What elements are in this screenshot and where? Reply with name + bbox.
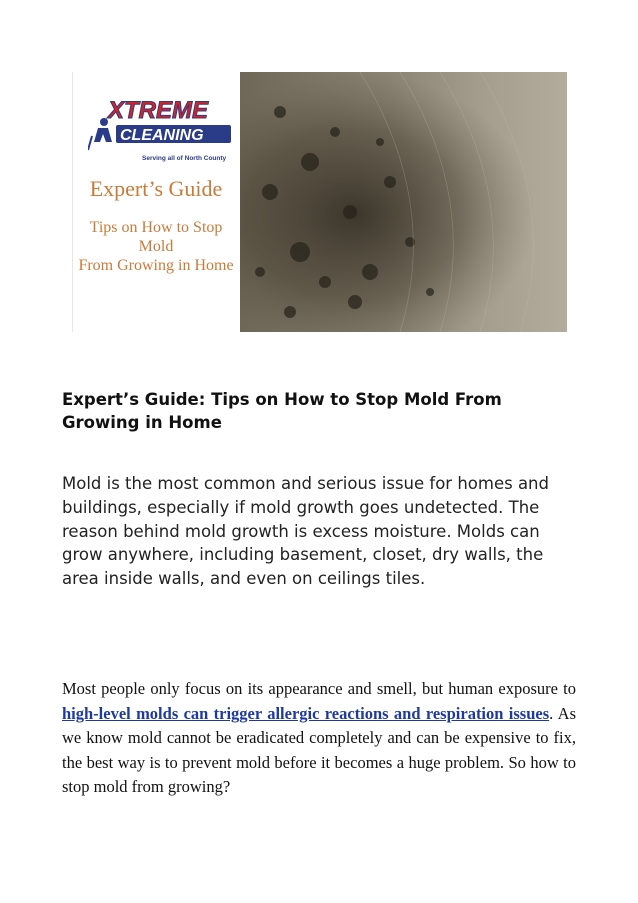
guide-subtitle (72, 218, 240, 275)
body-text-after-link: . As we know mold cannot be eradicated completely and can be expensive to fix, the best way is to prevent mold before it becomes a huge problem. So how to stop mold from growing? (62, 703, 576, 796)
logo-brand-bottom: CLEANING (120, 127, 204, 144)
body-paragraph (62, 677, 576, 800)
body-text-before-link: Most people only focus on its appearance and smell, but human exposure to (62, 679, 576, 698)
banner-text-panel (72, 72, 240, 332)
intro-paragraph: Mold is the most common and serious issue for homes and buildings, especially if mold growth goes undetected. The reason behind mold growth is excess moisture. Molds can grow anywhere, including basement, closet, dry walls, the area inside walls, and even on ceilings tiles. (62, 474, 549, 589)
guide-subtitle-line1: Tips on How to Stop Mold (89, 219, 223, 255)
banner-divider (72, 72, 73, 332)
guide-title: Expert’s Guide (89, 176, 223, 201)
mold-wall-photo (240, 72, 567, 332)
logo-tagline: Serving all of North County (142, 155, 227, 162)
article-title: Expert’s Guide: Tips on How to Stop Mold From Growing in Home (62, 390, 502, 432)
logo-brand-top: XTREME (108, 97, 209, 124)
mold-allergy-link[interactable]: high-level molds can trigger allergic reactions and respiration issues (62, 703, 550, 723)
xtreme-cleaning-logo (88, 88, 233, 162)
guide-subtitle-line2: From Growing in Home (78, 257, 234, 274)
header-banner-image (72, 72, 567, 332)
